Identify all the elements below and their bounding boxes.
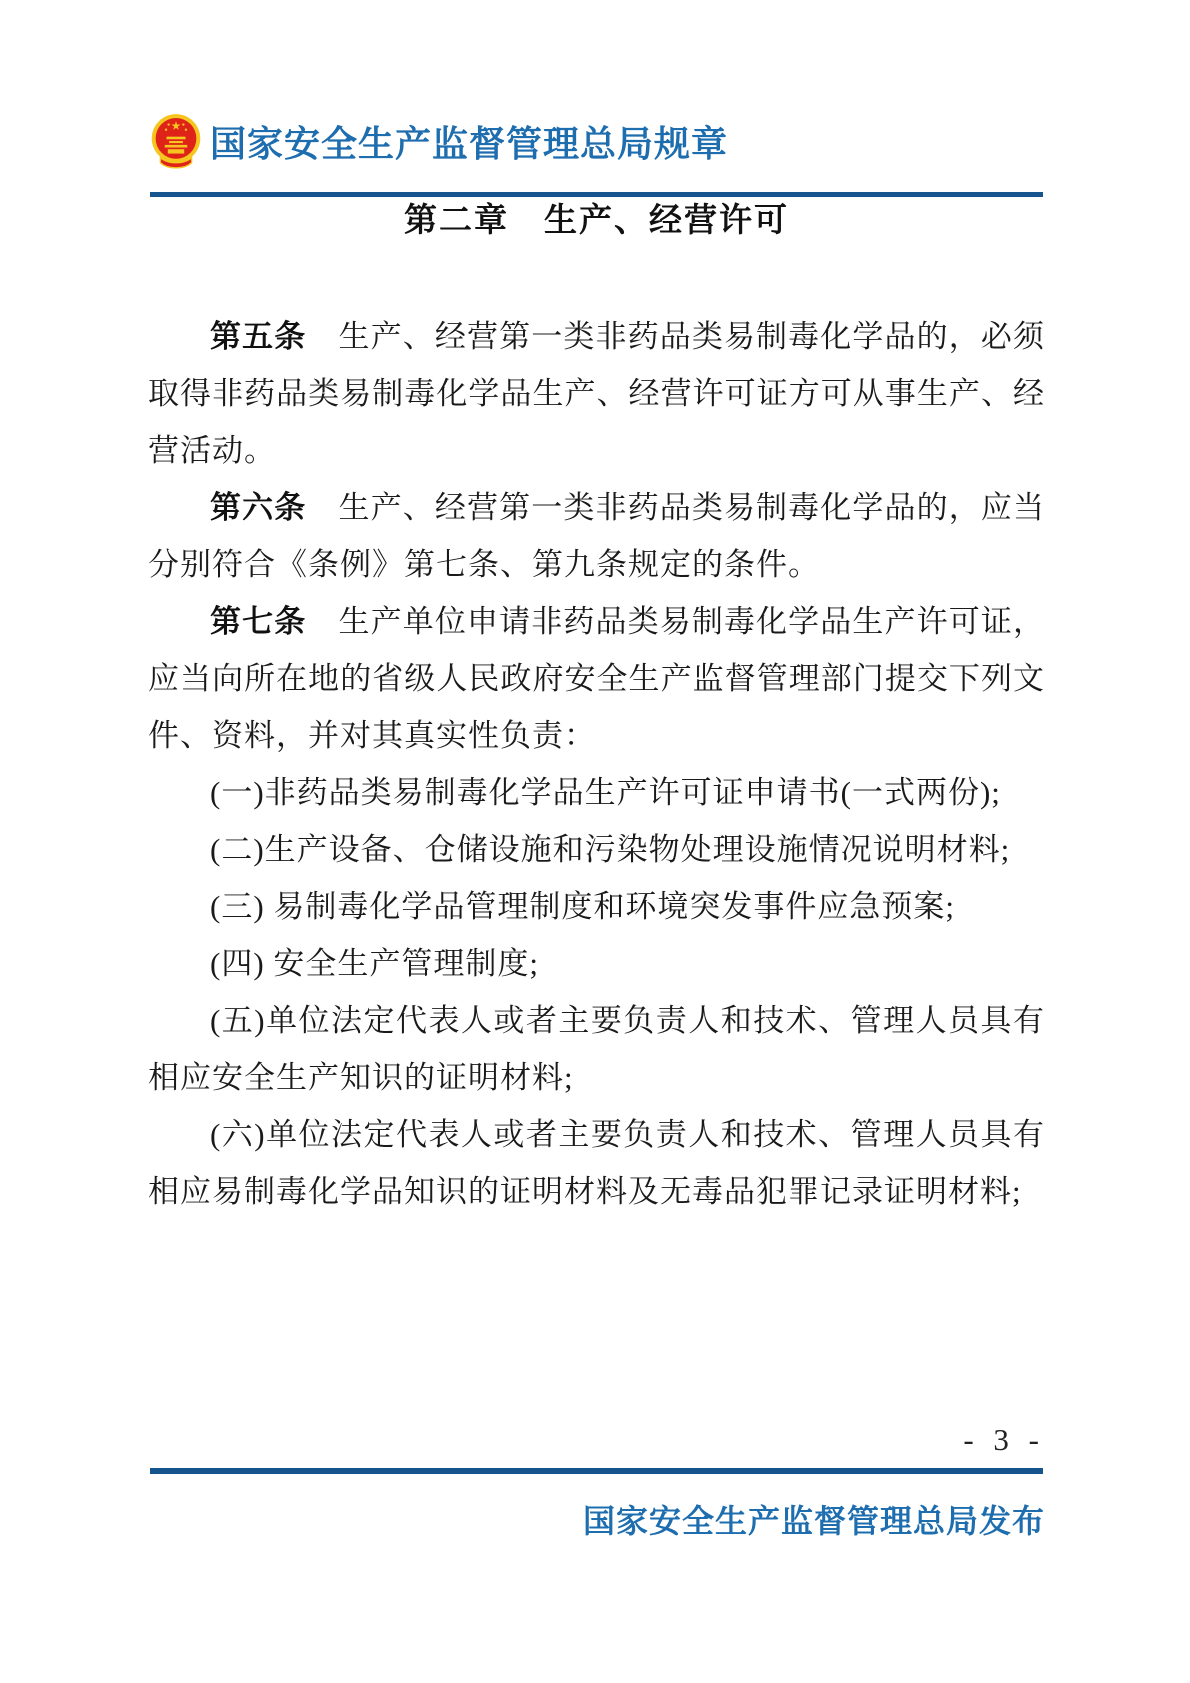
list-item-4: (四) 安全生产管理制度;: [210, 946, 540, 981]
document-header: [150, 110, 728, 172]
article-6-text: 生产、经营第一类非药品类易制毒化学品的，应当分别符合《条例》第七条、第九条规定的条件。: [148, 490, 1046, 582]
header-agency-label: 国家安全生产监督管理总局规章: [210, 122, 729, 164]
article-paragraph-6: [148, 479, 1045, 593]
article-7-text: 生产单位申请非药品类易制毒化学品生产许可证，应当向所在地的省级人民政府安全生产监督管理部门提交下列文件、资料，并对其真实性负责：: [148, 604, 1046, 753]
article-5-label: 第五条: [210, 319, 307, 354]
chapter-title: 第二章 生产、经营许可: [404, 201, 789, 238]
article-paragraph-5: [148, 308, 1045, 479]
list-item-2: (二)生产设备、仓储设施和污染物处理设施情况说明材料;: [210, 832, 1011, 867]
list-item-5: (五)单位法定代表人或者主要负责人和技术、管理人员具有相应安全生产知识的证明材料;: [148, 1003, 1045, 1095]
document-body: [148, 308, 1045, 1220]
article-6-label: 第六条: [210, 490, 307, 525]
article-5-text: 生产、经营第一类非药品类易制毒化学品的，必须取得非药品类易制毒化学品生产、经营许可证方可从事生产、经营活动。: [148, 319, 1046, 468]
list-item-1: (一)非药品类易制毒化学品生产许可证申请书(一式两份);: [210, 775, 1001, 810]
page-number: - 3 -: [963, 1422, 1045, 1457]
article-7-label: 第七条: [210, 604, 307, 639]
article-paragraph-7: [148, 593, 1045, 764]
list-item-6: (六)单位法定代表人或者主要负责人和技术、管理人员具有相应易制毒化学品知识的证明材料及无毒品犯罪记录证明材料;: [148, 1117, 1045, 1209]
footer-publisher-label: 国家安全生产监督管理总局发布: [582, 1503, 1045, 1539]
footer-divider-line: [150, 1468, 1043, 1474]
national-emblem-icon: [150, 111, 202, 171]
list-item-3: (三) 易制毒化学品管理制度和环境突发事件应急预案;: [210, 889, 956, 924]
